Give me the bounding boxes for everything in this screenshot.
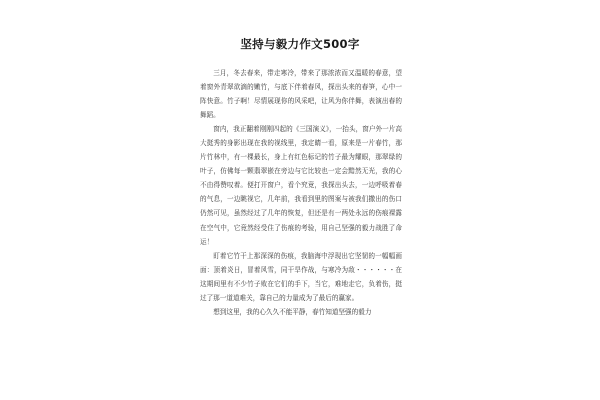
paragraph-1: 三月，冬去春来，带走寒冷，带来了那浓浓而又温暖的春意，望着窗外青翠欲滴的嫩竹，与底下伴着春风，探出头来的春笋，心中一阵快意。竹子啊！尽情展现你的风采吧，让风为你伴舞，表演出春的舞蹈。	[200, 69, 402, 120]
paragraph-2: 窗内，我正翻着刚刚四起的《三国演义》，一抬头，窗户外一片高大挺秀的身影出现在我的视线里，我定睛一看，原来是一片春竹，那片竹林中，有一棵最长，身上有红色标记的竹子最为耀眼，那翠绿的叶子，仿佛每一颗翡翠嵌在旁边与它比较也一定会黯然无光，我的心不由得赞叹着。便打开窗户，看个究竟，我探出头去，一边呼吸着春的气息，一边眺视它，几年前，我看到里的图案与被我们撒出的伤口仍然可见，虽然经过了几年的恢复，但还是有一两处永远的伤痕裸露在空气中，它竟然经受住了伤痕的考验，用自己坚强的毅力战胜了命运！	[200, 125, 402, 246]
paragraph-4: 想到这里，我的心久久不能平静，春竹知道坚强的毅力	[213, 307, 372, 316]
paragraph-3: 盯着它竹干上那深深的伤痕，我脑海中浮现出它坚韧的一幅幅画面：顶着炎日，冒着风雪，同干旱作战，与寒冷为敌・・・・・・在这期间里有不少竹子败在它们的手下，当它，难地走它，负着伤，挺过了那一道道难关，靠自己的力量成为了最后的赢家。	[200, 251, 402, 302]
document-title: 坚持与毅力作文500字	[240, 37, 360, 51]
document-body	[200, 66, 402, 319]
